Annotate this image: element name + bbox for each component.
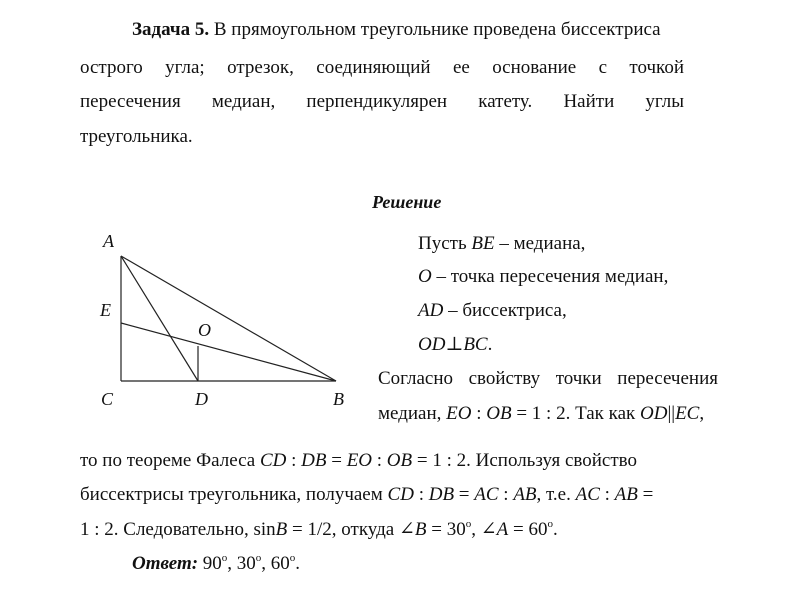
body-line-3: то по теореме Фалеса CD : DB = EO : OB = 1 : 2. Используя свойство (80, 450, 637, 471)
given-line-4: OD⊥BC. (418, 334, 493, 355)
problem-text-1: В прямоугольном треугольнике проведена биссектриса (213, 19, 661, 40)
label-e: E (100, 300, 111, 320)
label-d: D (195, 389, 208, 409)
problem-line-2: острого угла; отрезок, соединяющий ее основание с точкой (80, 57, 684, 78)
problem-line-3: пересечения медиан, перпендикулярен катету. Найти углы (80, 91, 684, 112)
body-line-5: 1 : 2. Следовательно, sinB = 1/2, откуда ∠B = $30^о$, ∠A = $60^о$. (80, 518, 558, 540)
label-a: A (103, 231, 114, 251)
median-be (121, 323, 336, 381)
side-ab (121, 256, 336, 381)
problem-line-4: треугольника. (80, 126, 193, 147)
given-line-1: Пусть BE – медиана, (418, 233, 586, 254)
given-line-2: O – точка пересечения медиан, (418, 266, 669, 287)
label-c: C (101, 389, 114, 409)
label-o: O (198, 320, 211, 340)
bisector-ad (121, 256, 198, 381)
body-line-2: медиан, EO : OB = 1 : 2. Так как OD||EC, (378, 403, 705, 424)
triangle-figure (95, 228, 365, 418)
answer-label: Ответ: (132, 553, 199, 574)
label-b: B (333, 389, 344, 409)
body-line-4: биссектрисы треугольника, получаем CD : DB = AC : AB, т.е. AC : AB = (80, 484, 654, 505)
body-line-1: Согласно свойству точки пересечения (378, 368, 718, 389)
answer-line: Ответ: $90^о$, $30^о$, $60^о$. (132, 552, 301, 574)
problem-line-1 (132, 18, 661, 42)
solution-title: Решение (372, 192, 442, 212)
given-line-3: AD – биссектриса, (418, 300, 567, 321)
problem-label: Задача 5. (132, 19, 210, 40)
